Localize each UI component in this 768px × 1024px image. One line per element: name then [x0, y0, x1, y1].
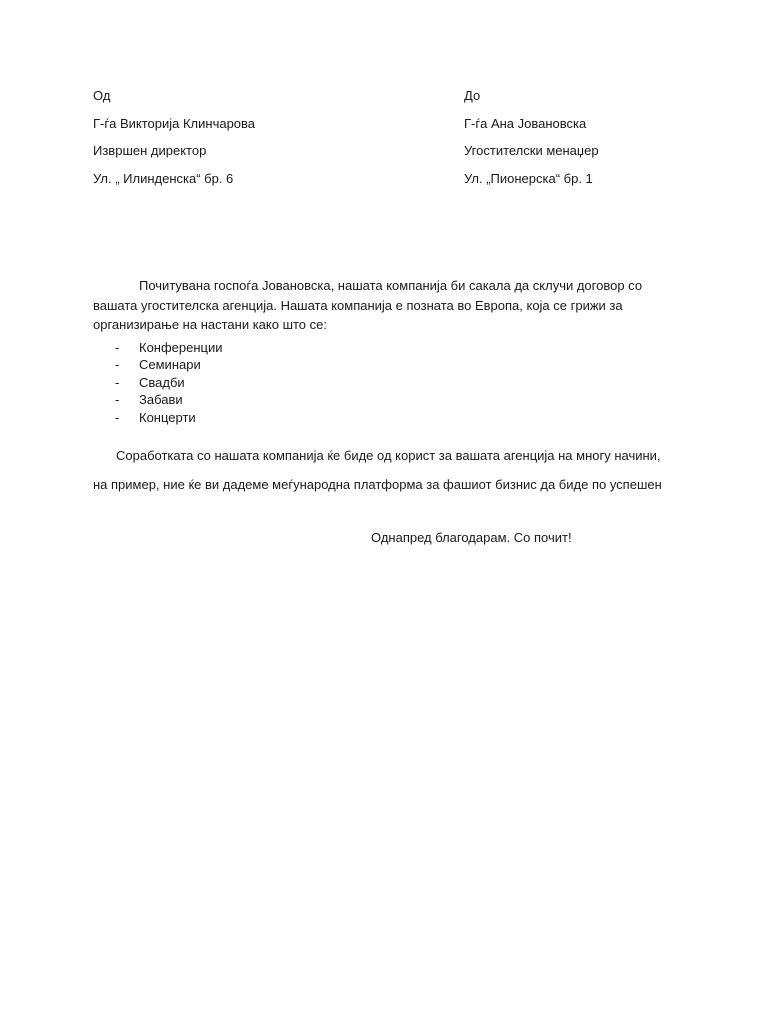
sender-name: Г-ѓа Викторија Клинчарова — [93, 115, 256, 131]
bullet-dash: - — [115, 392, 120, 408]
intro-paragraph: Почитувана госпоѓа Јовановска, нашата компанија би сакала да склучи договор со вашата угостителска агенција. Нашата компанија е позната во Европа, која се грижи за организирање на настани како што се: — [93, 278, 643, 332]
list-item-label: Конференции — [139, 339, 223, 355]
closing-line: Однапред благодарам. Со почит! — [371, 530, 572, 545]
list-item-label: Семинари — [139, 357, 201, 373]
list-item-label: Забави — [139, 392, 183, 408]
cooperation-line-2: на пример, ние ќе ви дадеме меѓународна платформа за фашиот бизнис да биде по успешен — [93, 477, 662, 492]
sender-title: Извршен директор — [93, 143, 207, 158]
list-item — [93, 391, 673, 409]
cooperation-paragraph — [93, 446, 713, 495]
list-item — [93, 374, 673, 392]
event-list — [93, 339, 673, 427]
list-item — [93, 356, 673, 374]
list-item — [93, 339, 673, 357]
recipient-name: Г-ѓа Ана Јовановска — [464, 115, 587, 131]
letter-body — [93, 276, 673, 426]
bullet-dash: - — [115, 374, 120, 390]
list-item — [93, 409, 673, 427]
recipient-title: Угостителски менаџер — [464, 143, 599, 158]
bullet-dash: - — [115, 339, 120, 355]
sender-block — [93, 86, 393, 196]
sender-address: Ул. „ Илинденска“ бр. 6 — [93, 170, 234, 186]
list-item-label: Свадби — [139, 374, 185, 390]
recipient-block — [464, 86, 764, 196]
recipient-heading: До — [464, 88, 481, 103]
bullet-dash: - — [115, 409, 120, 425]
bullet-dash: - — [115, 357, 120, 373]
recipient-address: Ул. „Пионерска“ бр. 1 — [464, 170, 593, 186]
list-item-label: Концерти — [139, 409, 196, 425]
cooperation-line-1: Соработката со нашата компанија ќе биде од корист за вашата агенција на многу начини, — [116, 448, 661, 463]
sender-heading: Од — [93, 88, 111, 103]
